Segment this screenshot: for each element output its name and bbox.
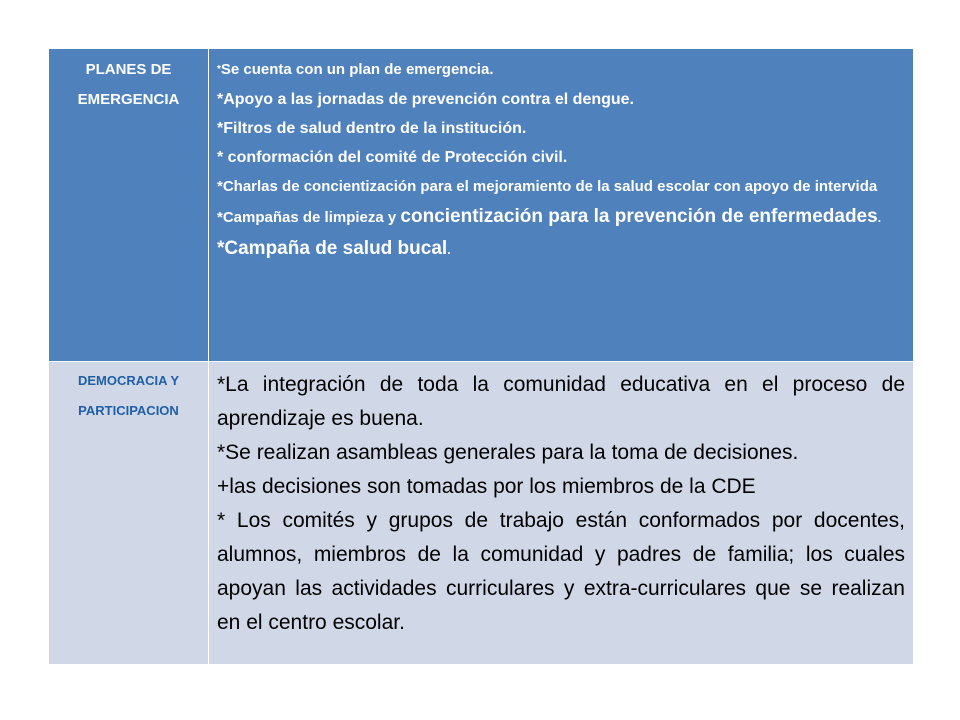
planes-line-7-text: *Campaña de salud bucal — [217, 238, 448, 259]
democracia-label-line1: DEMOCRACIA Y — [77, 373, 180, 388]
table-row-democracia — [49, 362, 914, 665]
planes-label-cell — [49, 49, 209, 362]
democracia-paragraph-3: +las decisiones son tomadas por los miembros de la CDE — [217, 475, 756, 498]
planes-line-1-text: Se cuenta con un plan de emergencia. — [220, 61, 494, 78]
planes-line-4: * conformación del comité de Protección civil. — [217, 149, 568, 166]
planes-line-2: *Apoyo a las jornadas de prevención contra el dengue. — [217, 91, 634, 108]
planes-line-6-part1: *Campañas de limpieza y — [217, 209, 401, 226]
planes-line-6-part2: concientización para la prevención de enfermedades — [400, 206, 878, 227]
table-row-planes — [49, 49, 914, 362]
planes-line-1 — [217, 55, 905, 85]
planes-line-1-prefix: * — [217, 64, 221, 75]
planes-line-3: *Filtros de salud dentro de la institución. — [217, 120, 527, 137]
democracia-content-cell — [209, 362, 914, 665]
democracia-label-cell — [49, 362, 209, 665]
planes-content-cell — [209, 49, 914, 362]
info-table — [48, 48, 914, 665]
planes-line-6-end: . — [877, 211, 882, 225]
planes-line-7 — [217, 233, 905, 266]
planes-label: PLANES DE EMERGENCIA — [77, 61, 180, 108]
democracia-paragraph-1: *La integración de toda la comunidad educativa en el proceso de aprendizaje es buena. — [217, 373, 905, 430]
democracia-paragraph-4: * Los comités y grupos de trabajo están conformados por docentes, alumnos, miembros de la comunidad y padres de familia; los cuales apoyan las actividades curriculares y extra-curriculares que se realizan en el centro escolar. — [217, 509, 905, 634]
planes-line-7-end: . — [447, 243, 451, 257]
planes-line-6 — [217, 202, 905, 233]
planes-line-5: *Charlas de concientización para el mejoramiento de la salud escolar con apoyo de intervida — [217, 178, 878, 195]
democracia-label-line2: PARTICIPACION — [78, 403, 179, 418]
democracia-paragraph-2: *Se realizan asambleas generales para la toma de decisiones. — [217, 441, 799, 464]
